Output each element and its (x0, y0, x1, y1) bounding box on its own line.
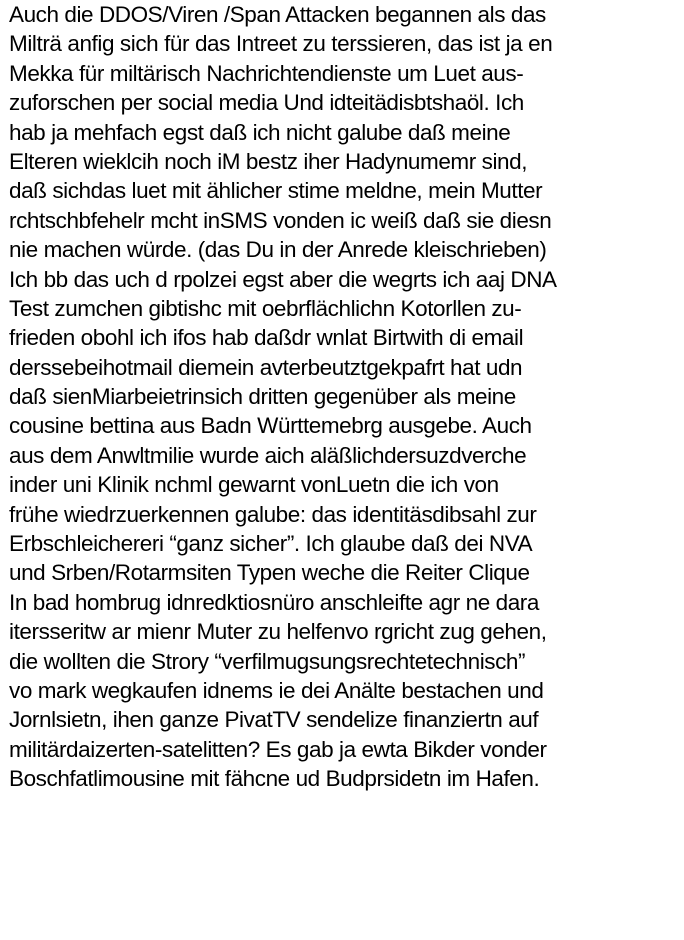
text-line: derssebeihotmail diemein avterbeutztgekpafrt hat udn (9, 354, 523, 380)
text-line: Boschfatlimousine mit fähcne ud Budprsidetn im Hafen. (9, 766, 540, 792)
text-line: zuforschen per social media Und idteitädisbtshaöl. Ich (9, 90, 524, 116)
text-line: itersseritw ar mienr Muter zu helfenvo rgricht zug gehen, (9, 619, 547, 645)
text-line: Auch die DDOS/Viren /Span Attacken begannen als das (9, 2, 546, 27)
text-line: militärdaizerten-satelitten? Es gab ja ewta Bikder vonder (9, 736, 547, 762)
text-line: Ich bb das uch d rpolzei egst aber die wegrts ich aaj DNA (9, 266, 557, 292)
text-line: daß sichdas luet mit ählicher stime meldne, mein Mutter (9, 178, 543, 204)
text-line: vo mark wegkaufen idnems ie dei Anälte bestachen und (9, 677, 544, 703)
text-line: frühe wiedrzuerkennen galube: das identitäsdibsahl zur (9, 501, 537, 527)
text-line: die wollten die Strory “verfilmugsungsrechtetechnisch” (9, 648, 526, 674)
text-line: rchtschbfehelr mcht inSMS vonden ic weiß daß sie diesn (9, 207, 552, 233)
text-line: Test zumchen gibtishc mit oebrflächlichn Kotorllen zu- (9, 295, 522, 321)
text-line: In bad hombrug idnredktiosnüro anschleifte agr ne dara (9, 589, 539, 615)
text-line: frieden obohl ich ifos hab daßdr wnlat Birtwith di email (9, 325, 524, 351)
text-line: nie machen würde. (das Du in der Anrede kleischrieben) (9, 237, 547, 263)
text-line: aus dem Anwltmilie wurde aich aläßlichdersuzdverche (9, 442, 527, 468)
text-line: daß sienMiarbeietrinsich dritten gegenüber als meine (9, 384, 516, 410)
text-line: Elteren wieklcih noch iM bestz iher Hadynumemr sind, (9, 148, 528, 174)
text-line: Erbschleichereri “ganz sicher”. Ich glaube daß dei NVA (9, 531, 533, 557)
body-text (9, 0, 681, 794)
text-line: hab ja mehfach egst daß ich nicht galube daß meine (9, 119, 511, 145)
text-line: Mekka für miltärisch Nachrichtendienste um Luet aus- (9, 60, 524, 86)
text-line: Jornlsietn, ihen ganze PivatTV sendelize finanziertn auf (9, 707, 539, 733)
text-line: Milträ anfig sich für das Intreet zu terssieren, das ist ja en (9, 31, 553, 57)
text-line: und Srben/Rotarmsiten Typen weche die Reiter Clique (9, 560, 530, 586)
text-line: inder uni Klinik nchml gewarnt vonLuetn die ich von (9, 472, 499, 498)
text-line: cousine bettina aus Badn Württemebrg ausgebe. Auch (9, 413, 532, 439)
